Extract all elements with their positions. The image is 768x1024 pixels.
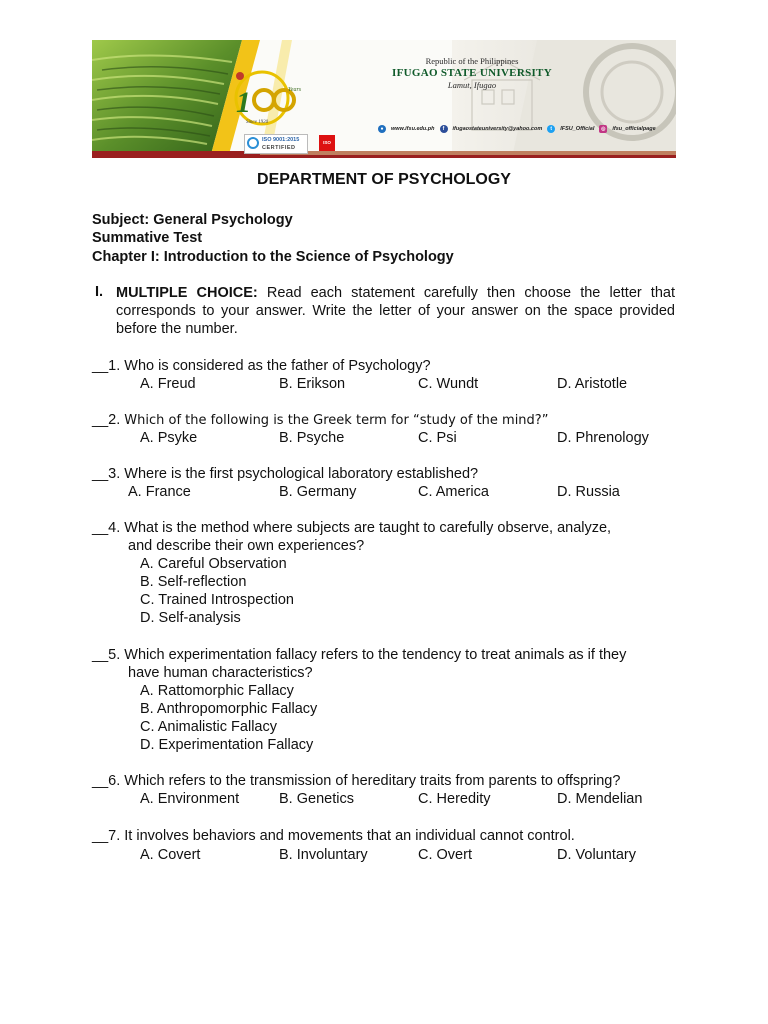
question-6-text: Which refers to the transmission of hereditary traits from parents to offspring? — [124, 773, 621, 789]
q6-option-c: C. Heredity — [418, 791, 491, 807]
question-2 — [92, 411, 548, 430]
section-instructions — [116, 284, 675, 338]
question-5-text-cont: have human characteristics? — [128, 665, 313, 681]
cert-line2: CERTIFIED — [262, 145, 296, 151]
q7-option-b: B. Involuntary — [279, 847, 368, 863]
q5-option-d: D. Experimentation Fallacy — [140, 737, 314, 753]
q3-option-d: D. Russia — [557, 484, 620, 500]
question-1 — [92, 357, 431, 375]
iso-certified-badge — [244, 134, 308, 154]
question-7 — [92, 827, 575, 845]
years-label: Years — [288, 87, 302, 93]
contact-email[interactable]: ifugaostateuniversity@yahoo.com — [452, 126, 543, 132]
q4-option-c: C. Trained Introspection — [140, 592, 294, 608]
cert-line1: ISO 9001:2015 — [262, 137, 300, 143]
q2-option-d: D. Phrenology — [557, 430, 649, 446]
page-title: DEPARTMENT OF PSYCHOLOGY — [257, 171, 511, 188]
q4-option-b: B. Self-reflection — [140, 574, 247, 590]
q7-option-d: D. Voluntary — [557, 847, 636, 863]
q2-option-a: A. Psyke — [140, 430, 198, 446]
twitter-icon: t — [547, 125, 555, 133]
q6-option-d: D. Mendelian — [557, 791, 643, 807]
banner-graphic — [92, 40, 676, 158]
question-4 — [92, 519, 611, 537]
answer-blank-4[interactable]: __4. — [92, 520, 121, 536]
question-3-text: Where is the first psychological laboratory established? — [124, 466, 479, 482]
question-4-text: What is the method where subjects are taught to carefully observe, analyze, — [124, 520, 612, 536]
answer-blank-5[interactable]: __5. — [92, 647, 121, 663]
header-banner — [92, 40, 676, 158]
question-7-text: It involves behaviors and movements that an individual cannot control. — [124, 828, 575, 844]
facebook-icon: f — [440, 125, 448, 133]
section-number: I. — [95, 284, 104, 300]
university-block — [392, 56, 552, 91]
q4-option-d: D. Self-analysis — [140, 610, 241, 626]
q5-option-a: A. Rattomorphic Fallacy — [140, 683, 294, 699]
university-name: IFUGAO STATE UNIVERSITY — [392, 67, 552, 79]
q3-option-b: B. Germany — [279, 484, 357, 500]
question-5 — [92, 646, 626, 664]
question-3 — [92, 465, 478, 483]
q1-option-a: A. Freud — [140, 376, 196, 392]
q3-option-c: C. America — [418, 484, 489, 500]
question-1-text: Who is considered as the father of Psychology? — [124, 358, 431, 374]
q7-option-c: C. Overt — [418, 847, 472, 863]
svg-text:1: 1 — [236, 86, 251, 119]
question-2-text: Which of the following is the Greek term for “study of the mind?” — [124, 413, 549, 428]
answer-blank-6[interactable]: __6. — [92, 773, 121, 789]
republic-label: Republic of the Philippines — [425, 56, 519, 66]
q6-option-a: A. Environment — [140, 791, 240, 807]
q2-option-b: B. Psyche — [279, 430, 345, 446]
q4-option-a: A. Careful Observation — [140, 556, 287, 572]
q7-option-a: A. Covert — [140, 847, 201, 863]
question-5-text: Which experimentation fallacy refers to the tendency to treat animals as if they — [124, 647, 627, 663]
q1-option-c: C. Wundt — [418, 376, 479, 392]
contact-instagram[interactable]: ifsu_officialpage — [612, 126, 656, 132]
iso-logo: ISO — [319, 135, 335, 151]
contact-website[interactable]: www.ifsu.edu.ph — [391, 126, 435, 132]
q6-option-b: B. Genetics — [279, 791, 354, 807]
university-location: Lamut, Ifugao — [447, 80, 497, 90]
certification-check-icon — [247, 137, 259, 149]
answer-blank-1[interactable]: __1. — [92, 358, 121, 374]
contact-twitter[interactable]: IFSU_Official — [560, 126, 595, 132]
question-6 — [92, 772, 620, 790]
question-4-text-cont: and describe their own experiences? — [128, 538, 365, 554]
q5-option-c: C. Animalistic Fallacy — [140, 719, 277, 735]
instagram-icon: ◎ — [601, 126, 606, 132]
contact-bar — [378, 125, 656, 133]
instructions-text: Read each statement carefully then choose the letter that corresponds to your answer. Write the letter of your answer on the space provided before the number. — [116, 285, 675, 337]
q3-option-a: A. France — [128, 484, 191, 500]
test-type-line: Summative Test — [92, 230, 203, 246]
q2-option-c: C. Psi — [418, 430, 457, 446]
q1-option-b: B. Erikson — [279, 376, 346, 392]
answer-blank-3[interactable]: __3. — [92, 466, 121, 482]
since-label: Since 1920 — [246, 120, 269, 125]
subject-line: Subject: General Psychology — [92, 212, 293, 228]
q1-option-d: D. Aristotle — [557, 376, 628, 392]
chapter-line: Chapter I: Introduction to the Science of Psychology — [92, 249, 454, 265]
globe-icon: ● — [378, 125, 386, 133]
answer-blank-2[interactable]: __2. — [92, 412, 121, 428]
q5-option-b: B. Anthropomorphic Fallacy — [140, 701, 318, 717]
answer-blank-7[interactable]: __7. — [92, 828, 121, 844]
section-heading: MULTIPLE CHOICE: — [116, 285, 258, 301]
